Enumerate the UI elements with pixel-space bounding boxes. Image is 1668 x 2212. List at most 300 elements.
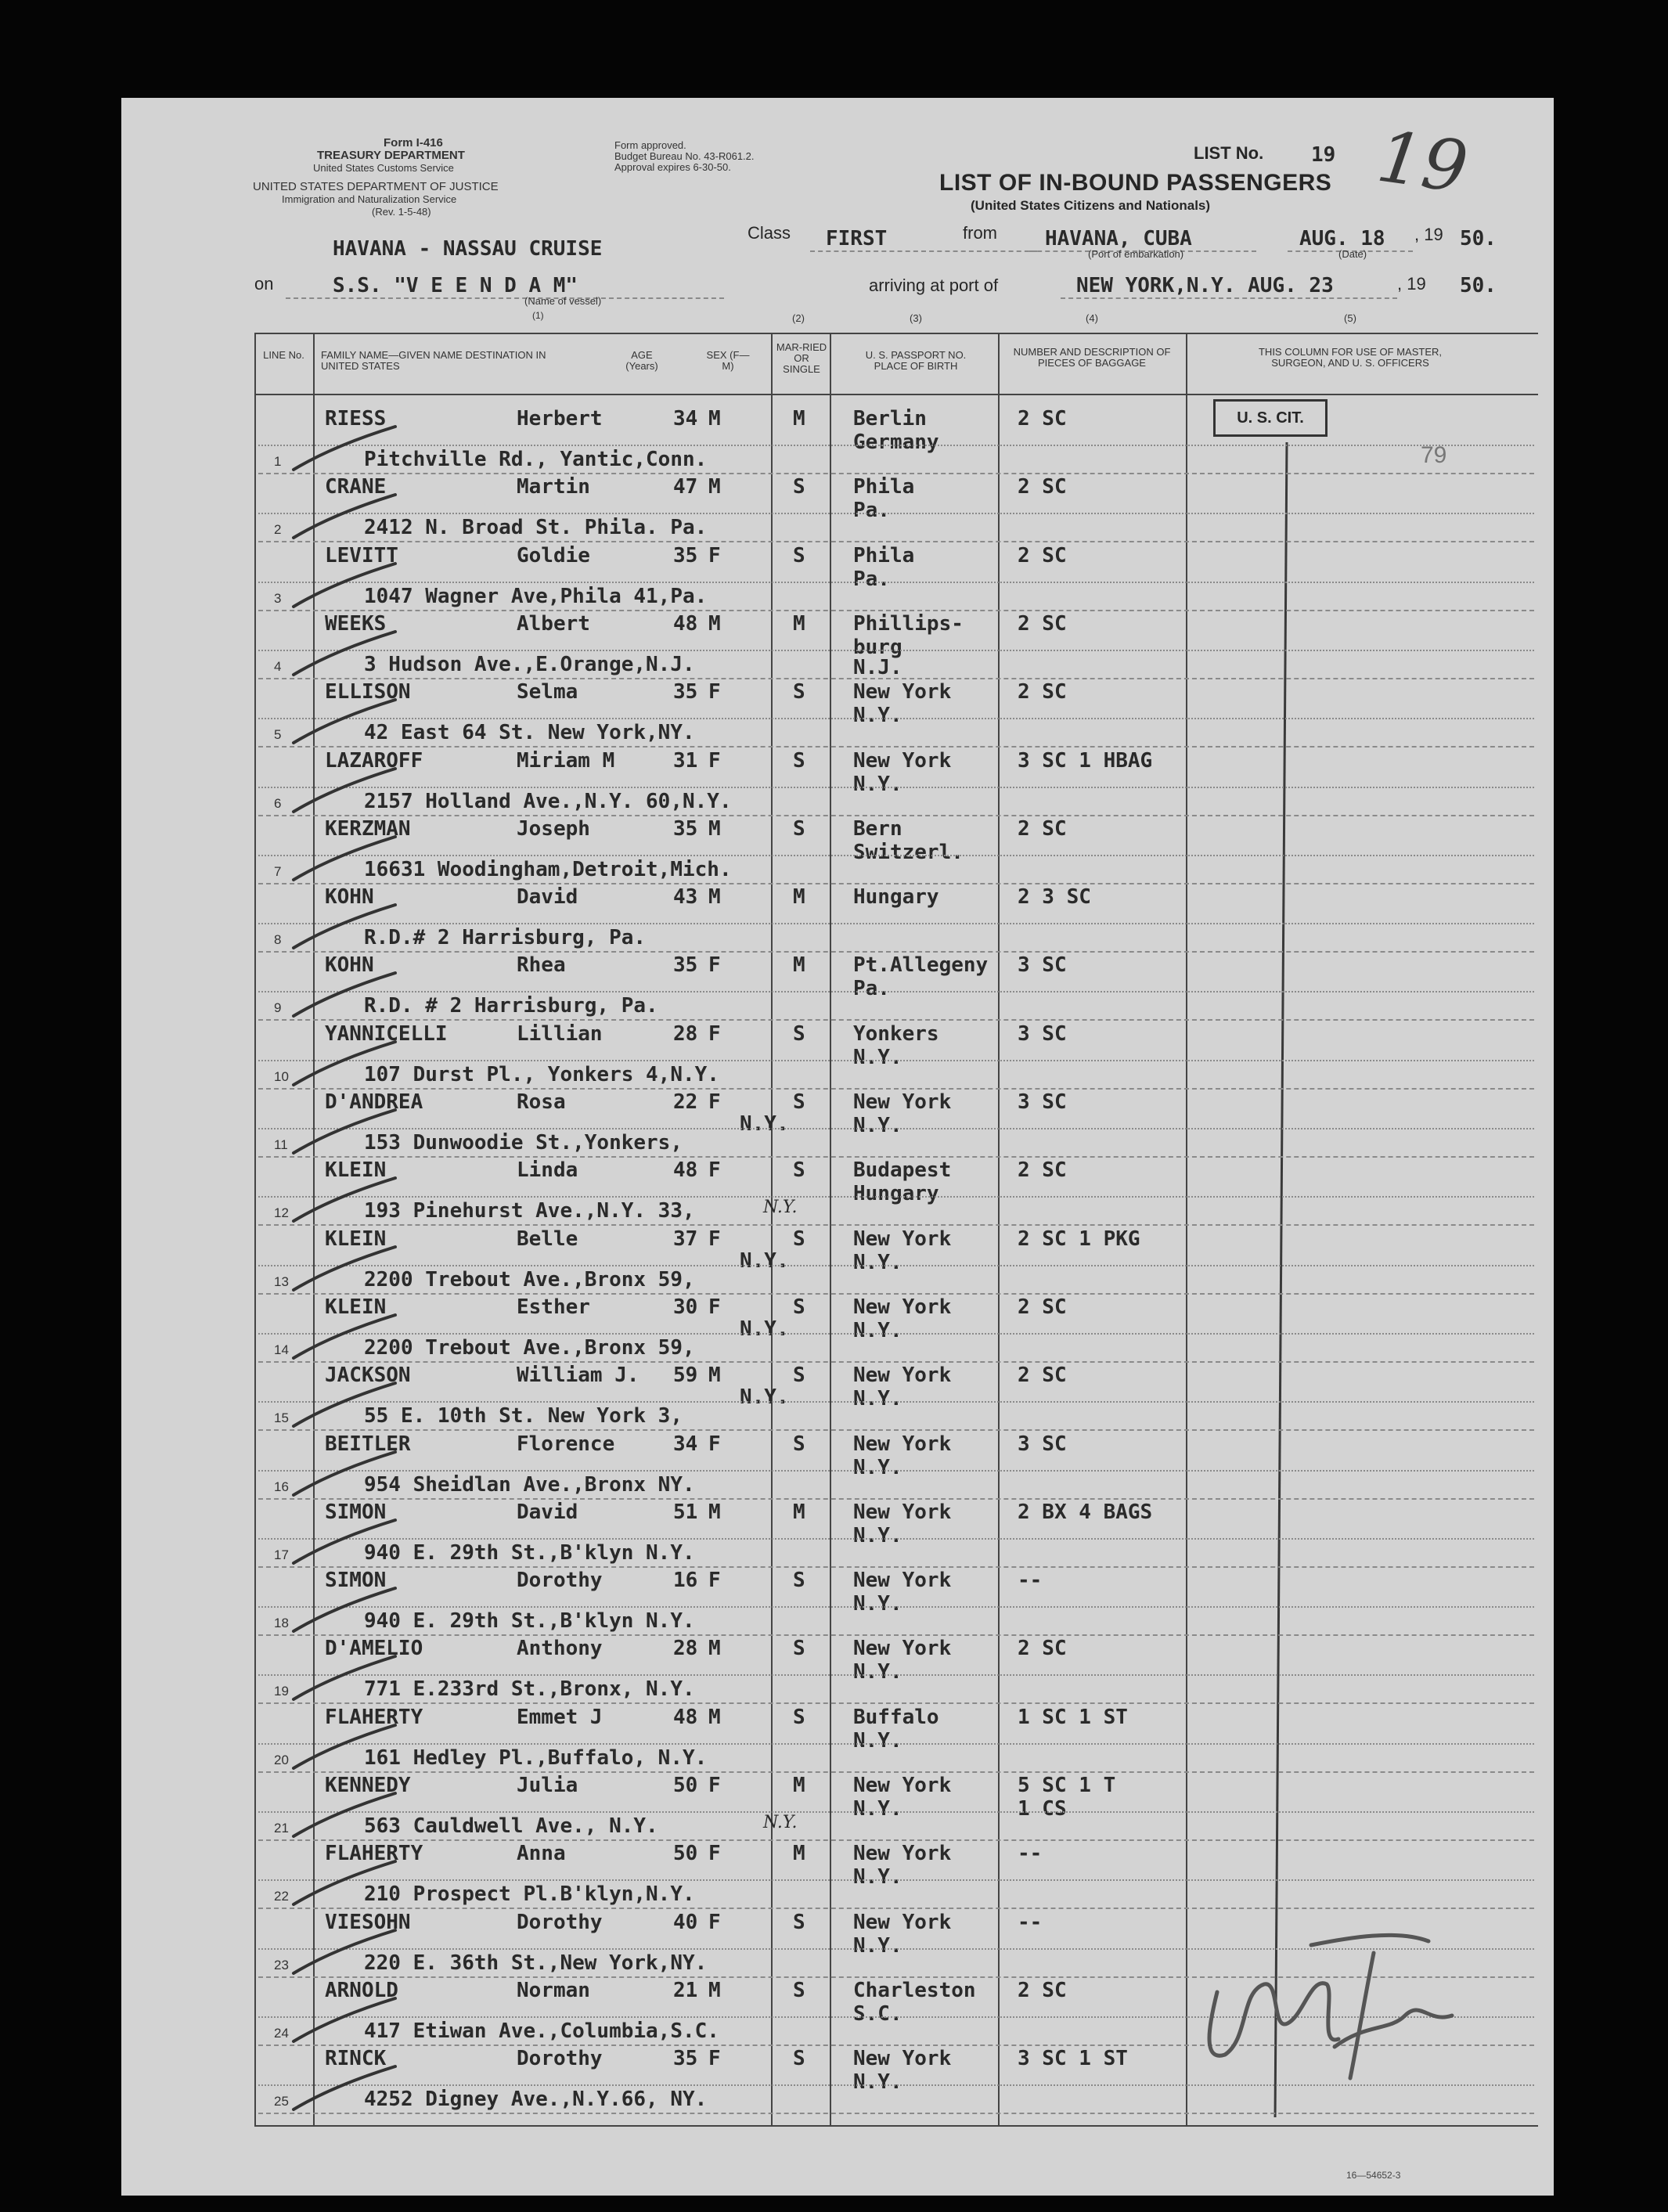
passenger-baggage: 3 SC 1 HBAG bbox=[1018, 748, 1153, 773]
passenger-birthplace-2: Pa. bbox=[853, 499, 890, 523]
approval-expires: Approval expires 6-30-50. bbox=[614, 161, 731, 173]
line-number: 13 bbox=[274, 1274, 289, 1289]
row-divider bbox=[258, 541, 1534, 542]
row-divider bbox=[258, 1771, 1534, 1773]
passenger-sex: F bbox=[708, 680, 721, 704]
vessel-caption: (Name of vessel) bbox=[524, 295, 602, 307]
passenger-sex: F bbox=[708, 1842, 721, 1866]
passenger-given-name: Florence bbox=[517, 1432, 615, 1456]
passenger-birthplace-2: S.C. bbox=[853, 2001, 902, 2026]
passenger-family-name: FLAHERTY bbox=[325, 1842, 423, 1866]
row-divider bbox=[258, 1606, 1534, 1608]
passenger-baggage-2: 1 CS bbox=[1018, 1797, 1067, 1821]
passenger-baggage: 2 SC bbox=[1018, 407, 1067, 431]
passenger-family-name: YANNICELLI bbox=[325, 1021, 448, 1046]
check-mark bbox=[290, 1038, 399, 1093]
row-divider bbox=[258, 1811, 1534, 1813]
passenger-marital-status: S bbox=[793, 1637, 805, 1661]
passenger-baggage: -- bbox=[1018, 1569, 1043, 1593]
passenger-sex: F bbox=[708, 1569, 721, 1593]
col1-caption: (1) bbox=[532, 310, 544, 321]
passenger-age: 40 bbox=[673, 1910, 698, 1934]
passenger-birthplace-2: N.Y. bbox=[853, 772, 902, 796]
passenger-baggage: 2 SC bbox=[1018, 1158, 1067, 1183]
row-divider bbox=[258, 1019, 1534, 1021]
row-divider bbox=[258, 1196, 1534, 1198]
passenger-family-name: KLEIN bbox=[325, 1158, 387, 1183]
passenger-given-name: Miriam M bbox=[517, 748, 615, 773]
passenger-address: 2157 Holland Ave.,N.Y. 60,N.Y. bbox=[364, 789, 732, 813]
table-header-border bbox=[254, 394, 1538, 395]
passenger-given-name: Goldie bbox=[517, 543, 590, 567]
passenger-age: 34 bbox=[673, 407, 698, 431]
officer-mark-line bbox=[1274, 442, 1288, 2117]
cruise-name: HAVANA - NASSAU CRUISE bbox=[333, 237, 603, 261]
row-divider bbox=[258, 1361, 1534, 1363]
line-number: 7 bbox=[274, 863, 282, 879]
passenger-sex: F bbox=[708, 1227, 721, 1251]
passenger-given-name: Martin bbox=[517, 475, 590, 499]
passenger-sex: M bbox=[708, 816, 721, 841]
passenger-family-name: JACKSON bbox=[325, 1364, 411, 1388]
passenger-age: 28 bbox=[673, 1021, 698, 1046]
row-divider bbox=[258, 1429, 1534, 1431]
passenger-age: 50 bbox=[673, 1774, 698, 1797]
arrival-port: NEW YORK,N.Y. AUG. 23 bbox=[1076, 274, 1334, 297]
passenger-birthplace-2: Germany bbox=[853, 431, 939, 454]
passenger-baggage: 1 SC 1 ST bbox=[1018, 1705, 1128, 1729]
passenger-age: 35 bbox=[673, 816, 698, 841]
passenger-address: 153 Dunwoodie St.,Yonkers, bbox=[364, 1131, 683, 1155]
passenger-birthplace-2: N.Y. bbox=[853, 1455, 902, 1479]
table-top-border bbox=[254, 333, 1538, 334]
row-divider bbox=[258, 513, 1534, 514]
passenger-family-name: RIESS bbox=[325, 407, 387, 431]
passenger-birthplace: Buffalo bbox=[853, 1705, 939, 1729]
passenger-birthplace: New York bbox=[853, 1295, 952, 1319]
passenger-address: R.D. # 2 Harrisburg, Pa. bbox=[364, 994, 658, 1018]
passenger-sex: F bbox=[708, 1910, 721, 1934]
row-divider bbox=[258, 1128, 1534, 1129]
row-divider bbox=[258, 787, 1534, 788]
passenger-sex: F bbox=[708, 1021, 721, 1046]
form-rev: (Rev. 1-5-48) bbox=[372, 206, 431, 218]
check-mark bbox=[290, 969, 399, 1024]
passenger-family-name: KLEIN bbox=[325, 1227, 387, 1251]
row-divider bbox=[258, 2113, 1534, 2114]
passenger-family-name: BEITLER bbox=[325, 1432, 411, 1456]
check-mark bbox=[290, 1311, 399, 1366]
passenger-birthplace-2: burg bbox=[853, 635, 902, 659]
passenger-birthplace: New York bbox=[853, 1500, 952, 1524]
arrival-year: 50. bbox=[1460, 274, 1497, 297]
line-number: 22 bbox=[274, 1889, 289, 1904]
passenger-baggage: -- bbox=[1018, 1910, 1043, 1934]
row-divider bbox=[258, 1879, 1534, 1881]
passenger-address: 3 Hudson Ave.,E.Orange,N.J. bbox=[364, 652, 695, 676]
passenger-birthplace-2: N.Y. bbox=[853, 1045, 902, 1069]
arrival-line bbox=[1061, 297, 1397, 299]
check-mark bbox=[290, 1857, 399, 1912]
passenger-birthplace-2: N.Y. bbox=[853, 1114, 902, 1137]
passenger-sex: F bbox=[708, 2047, 721, 2071]
passenger-given-name: Dorothy bbox=[517, 2047, 603, 2071]
passenger-birthplace: New York bbox=[853, 1774, 952, 1797]
margin-note: 79 bbox=[1421, 442, 1447, 468]
passenger-birthplace: Phila bbox=[853, 475, 915, 499]
passenger-baggage: 2 SC bbox=[1018, 543, 1067, 567]
passenger-age: 43 bbox=[673, 885, 698, 910]
passenger-address: 107 Durst Pl., Yonkers 4,N.Y. bbox=[364, 1062, 719, 1086]
check-mark bbox=[290, 1994, 399, 2049]
passenger-age: 30 bbox=[673, 1295, 698, 1319]
line-number: 17 bbox=[274, 1547, 289, 1562]
col-header-age: AGE (Years) bbox=[625, 349, 658, 372]
passenger-address: 940 E. 29th St.,B'klyn N.Y. bbox=[364, 1609, 695, 1634]
passenger-address-handwritten: N.Y. bbox=[763, 1198, 798, 1218]
line-number: 14 bbox=[274, 1342, 289, 1357]
passenger-birthplace: Hungary bbox=[853, 885, 939, 910]
col-number-5: (5) bbox=[1344, 312, 1356, 324]
row-divider bbox=[258, 1498, 1534, 1500]
passenger-given-name: William J. bbox=[517, 1364, 639, 1388]
passenger-marital-status: M bbox=[793, 885, 805, 910]
passenger-address: R.D.# 2 Harrisburg, Pa. bbox=[364, 926, 647, 950]
passenger-birthplace: Berlin bbox=[853, 407, 927, 431]
budget-bureau: Budget Bureau No. 43-R061.2. bbox=[614, 150, 755, 162]
passenger-family-name: CRANE bbox=[325, 475, 387, 499]
list-subtitle: (United States Citizens and Nationals) bbox=[971, 198, 1211, 213]
passenger-age: 31 bbox=[673, 748, 698, 773]
col-number-3: (3) bbox=[910, 312, 922, 324]
passenger-address: 161 Hedley Pl.,Buffalo, N.Y. bbox=[364, 1745, 708, 1770]
passenger-marital-status: S bbox=[793, 1910, 805, 1934]
passenger-birthplace-3: N.J. bbox=[853, 655, 902, 679]
passenger-address: 42 East 64 St. New York,NY. bbox=[364, 721, 695, 745]
row-divider bbox=[258, 1293, 1534, 1295]
passenger-birthplace: New York bbox=[853, 1842, 952, 1866]
passenger-family-name: LEVITT bbox=[325, 543, 398, 567]
passenger-marital-status: S bbox=[793, 1021, 805, 1046]
passenger-address: 2200 Trebout Ave.,Bronx 59, bbox=[364, 1267, 695, 1292]
passenger-baggage: 3 SC bbox=[1018, 1090, 1067, 1114]
treasury-dept: TREASURY DEPARTMENT bbox=[317, 149, 465, 162]
passenger-sex: M bbox=[708, 885, 721, 910]
justice-dept: UNITED STATES DEPARTMENT OF JUSTICE bbox=[253, 180, 499, 193]
col-header-sex: SEX (F—M) bbox=[706, 349, 750, 372]
line-number: 1 bbox=[274, 454, 282, 469]
passenger-marital-status: S bbox=[793, 1227, 805, 1251]
passenger-age: 37 bbox=[673, 1227, 698, 1251]
passenger-address: 220 E. 36th St.,New York,NY. bbox=[364, 1951, 708, 1975]
col-header-baggage: NUMBER AND DESCRIPTION OF PIECES OF BAGGAGE bbox=[1013, 346, 1171, 369]
row-divider bbox=[258, 1743, 1534, 1745]
passenger-address: 417 Etiwan Ave.,Columbia,S.C. bbox=[364, 2019, 719, 2043]
passenger-age: 51 bbox=[673, 1500, 698, 1524]
passenger-family-name: KOHN bbox=[325, 953, 374, 978]
us-citizen-stamp: U. S. CIT. bbox=[1213, 399, 1328, 437]
row-divider bbox=[258, 1265, 1534, 1266]
customs-service: United States Customs Service bbox=[313, 162, 454, 174]
passenger-birthplace: Pt.Allegeny bbox=[853, 953, 989, 978]
row-divider bbox=[258, 1538, 1534, 1540]
passenger-birthplace: New York bbox=[853, 2047, 952, 2071]
col-sep-name bbox=[771, 333, 773, 2127]
line-number: 9 bbox=[274, 1000, 282, 1016]
row-divider bbox=[258, 445, 1534, 446]
vessel-name: S.S. "V E E N D A M" bbox=[333, 274, 578, 297]
passenger-address-handwritten: N.Y. bbox=[763, 1813, 798, 1832]
line-number: 25 bbox=[274, 2094, 289, 2109]
check-mark bbox=[290, 1174, 399, 1229]
passenger-age: 28 bbox=[673, 1637, 698, 1661]
row-divider bbox=[258, 746, 1534, 748]
passenger-sex: F bbox=[708, 1295, 721, 1319]
row-divider bbox=[258, 610, 1534, 611]
row-divider bbox=[258, 1333, 1534, 1335]
passenger-age: 48 bbox=[673, 1705, 698, 1729]
passenger-sex: M bbox=[708, 1637, 721, 1661]
passenger-marital-status: S bbox=[793, 1978, 805, 2002]
passenger-baggage: 2 SC bbox=[1018, 611, 1067, 636]
check-mark bbox=[290, 1721, 399, 1776]
passenger-sex: M bbox=[708, 1978, 721, 2002]
passenger-baggage: 2 SC bbox=[1018, 680, 1067, 704]
passenger-marital-status: M bbox=[793, 407, 805, 431]
passenger-age: 35 bbox=[673, 2047, 698, 2071]
passenger-given-name: David bbox=[517, 1500, 578, 1524]
from-label: from bbox=[963, 223, 997, 243]
passenger-birthplace-2: Hungary bbox=[853, 1182, 939, 1206]
table-bottom-border bbox=[254, 2125, 1538, 2127]
line-number: 8 bbox=[274, 932, 282, 948]
row-divider bbox=[258, 883, 1534, 884]
passenger-birthplace-2: N.Y. bbox=[853, 2070, 902, 2095]
check-mark bbox=[290, 2062, 399, 2117]
passenger-baggage: -- bbox=[1018, 1842, 1043, 1866]
passenger-birthplace: New York bbox=[853, 1569, 952, 1593]
passenger-birthplace: New York bbox=[853, 680, 952, 704]
passenger-family-name: VIESOHN bbox=[325, 1910, 411, 1934]
passenger-family-name: RINCK bbox=[325, 2047, 387, 2071]
table-left-border bbox=[254, 333, 256, 2127]
passenger-birthplace: New York bbox=[853, 1637, 952, 1661]
passenger-birthplace-2: N.Y. bbox=[853, 1797, 902, 1821]
passenger-address: 210 Prospect Pl.B'klyn,N.Y. bbox=[364, 1882, 695, 1907]
line-number: 24 bbox=[274, 2025, 289, 2041]
check-mark bbox=[290, 765, 399, 820]
line-number: 15 bbox=[274, 1410, 289, 1426]
passenger-sex: F bbox=[708, 953, 721, 978]
passenger-birthplace-2: N.Y. bbox=[853, 1387, 902, 1411]
passenger-given-name: Lillian bbox=[517, 1021, 603, 1046]
line-number: 5 bbox=[274, 727, 282, 743]
passenger-address: 954 Sheidlan Ave.,Bronx NY. bbox=[364, 1472, 695, 1497]
passenger-birthplace-2: N.Y. bbox=[853, 1865, 902, 1890]
passenger-family-name: LAZAROFF bbox=[325, 748, 423, 773]
row-divider bbox=[258, 473, 1534, 474]
passenger-birthplace-2: Pa. bbox=[853, 567, 890, 591]
passenger-baggage: 2 SC bbox=[1018, 1637, 1067, 1661]
passenger-given-name: Belle bbox=[517, 1227, 578, 1251]
passenger-baggage: 2 SC bbox=[1018, 1364, 1067, 1388]
passenger-family-name: D'ANDREA bbox=[325, 1090, 423, 1114]
passenger-birthplace: Budapest bbox=[853, 1158, 952, 1183]
line-number: 6 bbox=[274, 795, 282, 811]
col-sep-passport bbox=[998, 333, 1000, 2127]
passenger-baggage: 3 SC bbox=[1018, 1021, 1067, 1046]
passenger-age: 35 bbox=[673, 680, 698, 704]
passenger-given-name: Selma bbox=[517, 680, 578, 704]
check-mark bbox=[290, 901, 399, 956]
line-number: 3 bbox=[274, 590, 282, 606]
passenger-baggage: 2 BX 4 BAGS bbox=[1018, 1500, 1153, 1524]
col-number-4: (4) bbox=[1086, 312, 1098, 324]
check-mark bbox=[290, 1584, 399, 1639]
row-divider bbox=[258, 923, 1534, 924]
passenger-marital-status: S bbox=[793, 1364, 805, 1388]
passenger-birthplace: Yonkers bbox=[853, 1021, 939, 1046]
passenger-sex: F bbox=[708, 1090, 721, 1114]
row-divider bbox=[258, 1060, 1534, 1061]
passenger-given-name: Joseph bbox=[517, 816, 590, 841]
passenger-given-name: David bbox=[517, 885, 578, 910]
line-number: 18 bbox=[274, 1616, 289, 1631]
date-caption: (Date) bbox=[1338, 248, 1367, 260]
row-divider bbox=[258, 1401, 1534, 1403]
row-divider bbox=[258, 718, 1534, 719]
check-mark bbox=[290, 628, 399, 683]
passenger-marital-status: S bbox=[793, 2047, 805, 2071]
col-header-officers: THIS COLUMN FOR USE OF MASTER, SURGEON, AND U. S. OFFICERS bbox=[1258, 346, 1442, 369]
passenger-address-state: N.Y. bbox=[740, 1112, 789, 1136]
passenger-family-name: D'AMELIO bbox=[325, 1637, 423, 1661]
passenger-birthplace: Bern bbox=[853, 816, 902, 841]
row-divider bbox=[258, 1088, 1534, 1090]
passenger-given-name: Esther bbox=[517, 1295, 590, 1319]
passenger-address: 940 E. 29th St.,B'klyn N.Y. bbox=[364, 1540, 695, 1565]
passenger-birthplace-2: Switzerl. bbox=[853, 840, 964, 864]
passenger-birthplace-2: N.Y. bbox=[853, 1660, 902, 1684]
passenger-given-name: Rosa bbox=[517, 1090, 566, 1114]
passenger-family-name: ELLISON bbox=[325, 680, 411, 704]
passenger-birthplace-2: N.Y. bbox=[853, 1592, 902, 1616]
passenger-marital-status: S bbox=[793, 543, 805, 567]
passenger-address: 563 Cauldwell Ave., N.Y. bbox=[364, 1814, 658, 1838]
row-divider bbox=[258, 1634, 1534, 1636]
footer-code: 16—54652-3 bbox=[1346, 2170, 1401, 2181]
line-number: 21 bbox=[274, 1821, 289, 1836]
passenger-family-name: ARNOLD bbox=[325, 1978, 398, 2002]
list-title: LIST OF IN-BOUND PASSENGERS bbox=[939, 170, 1332, 196]
passenger-sex: F bbox=[708, 1432, 721, 1456]
passenger-age: 47 bbox=[673, 475, 698, 499]
class-label: Class bbox=[748, 223, 791, 243]
passenger-marital-status: S bbox=[793, 816, 805, 841]
passenger-birthplace: Phillips- bbox=[853, 611, 964, 636]
passenger-address: 16631 Woodingham,Detroit,Mich. bbox=[364, 857, 732, 881]
depart-year: 50. bbox=[1460, 227, 1497, 250]
check-mark bbox=[290, 1379, 399, 1434]
row-divider bbox=[258, 582, 1534, 583]
check-mark bbox=[290, 491, 399, 546]
passenger-baggage: 3 SC bbox=[1018, 1432, 1067, 1456]
passenger-age: 48 bbox=[673, 611, 698, 636]
passenger-address: 1047 Wagner Ave,Phila 41,Pa. bbox=[364, 584, 708, 608]
passenger-birthplace: New York bbox=[853, 1090, 952, 1114]
depart-date: AUG. 18 bbox=[1299, 227, 1385, 250]
passenger-address-state: N.Y. bbox=[740, 1385, 789, 1410]
passenger-sex: F bbox=[708, 1774, 721, 1797]
passenger-marital-status: S bbox=[793, 1705, 805, 1729]
col-sep-married bbox=[830, 333, 831, 2127]
row-divider bbox=[258, 650, 1534, 651]
passenger-sex: M bbox=[708, 1705, 721, 1729]
passenger-sex: M bbox=[708, 407, 721, 431]
passenger-given-name: Rhea bbox=[517, 953, 566, 978]
row-divider bbox=[258, 678, 1534, 679]
check-mark bbox=[290, 1789, 399, 1844]
passenger-baggage: 2 SC 1 PKG bbox=[1018, 1227, 1140, 1251]
line-number: 19 bbox=[274, 1684, 289, 1699]
passenger-marital-status: S bbox=[793, 1569, 805, 1593]
check-mark bbox=[290, 1448, 399, 1503]
row-divider bbox=[258, 1156, 1534, 1158]
check-mark bbox=[290, 1926, 399, 1981]
passenger-age: 22 bbox=[673, 1090, 698, 1114]
passenger-birthplace: New York bbox=[853, 1227, 952, 1251]
class-value: FIRST bbox=[826, 227, 888, 250]
passenger-baggage: 2 SC bbox=[1018, 1978, 1067, 2002]
passenger-baggage: 5 SC 1 T bbox=[1018, 1774, 1116, 1797]
passenger-age: 35 bbox=[673, 543, 698, 567]
passenger-birthplace-2: N.Y. bbox=[853, 1250, 902, 1274]
passenger-given-name: Norman bbox=[517, 1978, 590, 2002]
row-divider bbox=[258, 1224, 1534, 1226]
line-number: 2 bbox=[274, 522, 282, 538]
passenger-birthplace: New York bbox=[853, 748, 952, 773]
passenger-baggage: 2 3 SC bbox=[1018, 885, 1091, 910]
passenger-given-name: Anna bbox=[517, 1842, 566, 1866]
check-mark bbox=[290, 1106, 399, 1161]
passenger-birthplace-2: N.Y. bbox=[853, 1728, 902, 1753]
col-header-line: LINE No. bbox=[263, 349, 304, 361]
passenger-birthplace: New York bbox=[853, 1364, 952, 1388]
passenger-address: Pitchville Rd., Yantic,Conn. bbox=[364, 448, 708, 471]
passenger-baggage: 2 SC bbox=[1018, 816, 1067, 841]
year-prefix: , 19 bbox=[1414, 225, 1443, 244]
passenger-age: 59 bbox=[673, 1364, 698, 1388]
passenger-family-name: KLEIN bbox=[325, 1295, 387, 1319]
arrival-year-prefix: , 19 bbox=[1397, 274, 1426, 294]
passenger-age: 48 bbox=[673, 1158, 698, 1183]
check-mark bbox=[290, 1243, 399, 1298]
col-header-name: FAMILY NAME—GIVEN NAME DESTINATION IN UNITED STATES bbox=[321, 349, 546, 372]
passenger-baggage: 3 SC 1 ST bbox=[1018, 2047, 1128, 2071]
passenger-given-name: Anthony bbox=[517, 1637, 603, 1661]
line-number: 16 bbox=[274, 1479, 289, 1494]
passenger-marital-status: S bbox=[793, 475, 805, 499]
passenger-sex: M bbox=[708, 475, 721, 499]
passenger-age: 34 bbox=[673, 1432, 698, 1456]
col-sep-baggage bbox=[1186, 333, 1187, 2127]
passenger-birthplace-2: N.Y. bbox=[853, 1318, 902, 1342]
row-divider bbox=[258, 1566, 1534, 1568]
row-divider bbox=[258, 855, 1534, 856]
line-number: 12 bbox=[274, 1205, 289, 1221]
passenger-birthplace: New York bbox=[853, 1910, 952, 1934]
row-divider bbox=[258, 1702, 1534, 1704]
